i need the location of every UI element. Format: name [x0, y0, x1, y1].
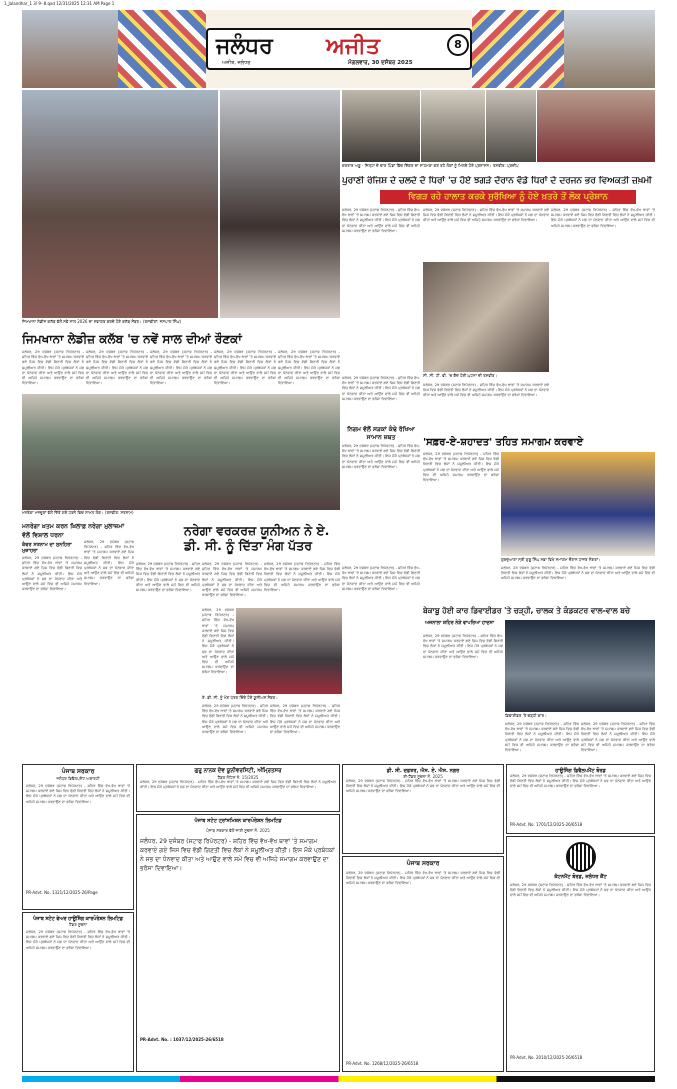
- ad-house-ref: PR-Advt. No. 1701/12/2025-26/6518: [510, 822, 583, 827]
- ad-tender-1: [22, 912, 134, 1072]
- headline-bekabu: ਬੇਕਾਬੂ ਹੋਈ ਕਾਰ ਡਿਵਾਈਡਰ 'ਤੇ ਚੜ੍ਹੀ, ਚਾਲਕ ਤੇ ਕੰਡਕਟਰ ਵਾਲ-ਵਾਲ ਬਚੇ: [423, 606, 630, 615]
- clash-col-2: ਜਲੰਧਰ, 29 ਦਸੰਬਰ (ਸਟਾਫ ਰਿਪੋਰਟਰ) - ਸ਼ਹਿਰ ਵਿੱਚ ਵੱਖ-ਵੱਖ ਥਾਵਾਂ 'ਤੇ ਸਮਾਗਮ ਕਰਵਾਏ ਗਏ ਜਿਸ ਵਿਚ ਵੱਡੀ ਗਿਣਤੀ ਵਿਚ ਲੋਕਾਂ ਨੇ ਸ਼ਮੂਲੀਅਤ ਕੀਤੀ। ਇਸ ਮੌਕੇ ਪ੍ਰਬੰਧਕਾਂ ਨੇ ਸਭ ਦਾ ਧੰਨਵਾਦ ਕੀਤਾ ਅਤੇ ਆਉਣ ਵਾਲੇ ਸਮੇਂ ਵਿਚ ਵੀ ਅਜਿਹੇ ਸਮਾਗਮ ਕਰਵਾਉਣ ਦਾ ਭਰੋਸਾ ਦਿਵਾਇਆ।: [423, 208, 549, 223]
- gymkhana-col-2: ਜਲੰਧਰ, 29 ਦਸੰਬਰ (ਸਟਾਫ ਰਿਪੋਰਟਰ) - ਸ਼ਹਿਰ ਵਿੱਚ ਵੱਖ-ਵੱਖ ਥਾਵਾਂ 'ਤੇ ਸਮਾਗਮ ਕਰਵਾਏ ਗਏ ਜਿਸ ਵਿਚ ਵੱਡੀ ਗਿਣਤੀ ਵਿਚ ਲੋਕਾਂ ਨੇ ਸ਼ਮੂਲੀਅਤ ਕੀਤੀ। ਇਸ ਮੌਕੇ ਪ੍ਰਬੰਧਕਾਂ ਨੇ ਸਭ ਦਾ ਧੰਨਵਾਦ ਕੀਤਾ ਅਤੇ ਆਉਣ ਵਾਲੇ ਸਮੇਂ ਵਿਚ ਵੀ ਅਜਿਹੇ ਸਮਾਗਮ ਕਰਵਾਉਣ ਦਾ ਭਰੋਸਾ ਦਿਵਾਇਆ।: [86, 350, 148, 386]
- ad-punjab-2-ref: PR-Advt. No. 1268/12/2025-26/6518: [346, 1061, 419, 1066]
- headline-clash-sub: ਵਿਗੜ ਰਹੇ ਹਾਲਾਤ ਕਰਕੇ ਸੁਰੱਖਿਆ ਨੂੰ ਹੋਏ ਖ਼ਤਰੇ ਤੋਂ ਲੋਕ ਪ੍ਰੇਸ਼ਾਨ: [380, 190, 636, 204]
- ad-punjab-1-ref: PR-Advt. No. 1321/12/2025-26/Page: [26, 890, 98, 895]
- ad-punjab-1-dept: ਜਲੰਧਰ ਡਿਵੈਲਪਮੈਂਟ ਅਥਾਰਟੀ: [56, 776, 100, 781]
- headline-clash: ਪੁਰਾਣੀ ਰੰਜਿਸ਼ ਦੇ ਚਲਦੇ ਦੋ ਧਿਰਾਂ 'ਚ ਹੋਏ ਝਗੜੇ ਦੌਰਾਨ ਵੱਡੇ ਧਿਰਾਂ ਦੇ ਦਰਜਨ ਭਰ ਵਿਅਕਤੀ ਜ਼ਖ਼ਮੀ: [342, 176, 652, 186]
- kantonment-logo-icon: [566, 842, 596, 872]
- clash-col-2b: ਜਲੰਧਰ, 29 ਦਸੰਬਰ (ਸਟਾਫ ਰਿਪੋਰਟਰ) - ਸ਼ਹਿਰ ਵਿੱਚ ਵੱਖ-ਵੱਖ ਥਾਵਾਂ 'ਤੇ ਸਮਾਗਮ ਕਰਵਾਏ ਗਏ ਜਿਸ ਵਿਚ ਵੱਡੀ ਗਿਣਤੀ ਵਿਚ ਲੋਕਾਂ ਨੇ ਸ਼ਮੂਲੀਅਤ ਕੀਤੀ। ਇਸ ਮੌਕੇ ਪ੍ਰਬੰਧਕਾਂ ਨੇ ਸਭ ਦਾ ਧੰਨਵਾਦ ਕੀਤਾ ਅਤੇ ਆਉਣ ਵਾਲੇ ਸਮੇਂ ਵਿਚ ਵੀ ਅਜਿਹੇ ਸਮਾਗਮ ਕਰਵਾਉਣ ਦਾ ਭਰੋਸਾ ਦਿਵਾਇਆ।: [423, 383, 549, 398]
- masthead-date: ਮੰਗਲਵਾਰ, 30 ਦਸੰਬਰ 2025: [348, 60, 413, 66]
- ad-punjab-2-title: ਪੰਜਾਬ ਸਰਕਾਰ: [406, 860, 440, 867]
- page-number: 8: [447, 34, 469, 56]
- narega-col-2b: ਜਲੰਧਰ, 29 ਦਸੰਬਰ (ਸਟਾਫ ਰਿਪੋਰਟਰ) - ਸ਼ਹਿਰ ਵਿੱਚ ਵੱਖ-ਵੱਖ ਥਾਵਾਂ 'ਤੇ ਸਮਾਗਮ ਕਰਵਾਏ ਗਏ ਜਿਸ ਵਿਚ ਵੱਡੀ ਗਿਣਤੀ ਵਿਚ ਲੋਕਾਂ ਨੇ ਸ਼ਮੂਲੀਅਤ ਕੀਤੀ। ਇਸ ਮੌਕੇ ਪ੍ਰਬੰਧਕਾਂ ਨੇ ਸਭ ਦਾ ਧੰਨਵਾਦ ਕੀਤਾ ਅਤੇ ਆਉਣ ਵਾਲੇ ਸਮੇਂ ਵਿਚ ਵੀ ਅਜਿਹੇ ਸਮਾਗਮ ਕਰਵਾਉਣ ਦਾ ਭਰੋਸਾ ਦਿਵਾਇਆ।: [202, 608, 234, 675]
- ad-dc: [342, 764, 504, 854]
- gymkhana-col-5: ਜਲੰਧਰ, 29 ਦਸੰਬਰ (ਸਟਾਫ ਰਿਪੋਰਟਰ) - ਸ਼ਹਿਰ ਵਿੱਚ ਵੱਖ-ਵੱਖ ਥਾਵਾਂ 'ਤੇ ਸਮਾਗਮ ਕਰਵਾਏ ਗਏ ਜਿਸ ਵਿਚ ਵੱਡੀ ਗਿਣਤੀ ਵਿਚ ਲੋਕਾਂ ਨੇ ਸ਼ਮੂਲੀਅਤ ਕੀਤੀ। ਇਸ ਮੌਕੇ ਪ੍ਰਬੰਧਕਾਂ ਨੇ ਸਭ ਦਾ ਧੰਨਵਾਦ ਕੀਤਾ ਅਤੇ ਆਉਣ ਵਾਲੇ ਸਮੇਂ ਵਿਚ ਵੀ ਅਜਿਹੇ ਸਮਾਗਮ ਕਰਵਾਉਣ ਦਾ ਭਰੋਸਾ ਦਿਵਾਇਆ।: [278, 350, 340, 386]
- gymkhana-photo-2: [220, 90, 340, 318]
- ad-kantonment-title: ਕੰਟਨਮੈਂਟ ਬੋਰਡ, ਜਲੰਧਰ ਕੈਂਟ: [554, 874, 607, 880]
- ad-punjab-1: [22, 764, 134, 910]
- narega-left-col-1: ਜਲੰਧਰ, 29 ਦਸੰਬਰ (ਸਟਾਫ ਰਿਪੋਰਟਰ) - ਸ਼ਹਿਰ ਵਿੱਚ ਵੱਖ-ਵੱਖ ਥਾਵਾਂ 'ਤੇ ਸਮਾਗਮ ਕਰਵਾਏ ਗਏ ਜਿਸ ਵਿਚ ਵੱਡੀ ਗਿਣਤੀ ਵਿਚ ਲੋਕਾਂ ਨੇ ਸ਼ਮੂਲੀਅਤ ਕੀਤੀ। ਇਸ ਮੌਕੇ ਪ੍ਰਬੰਧਕਾਂ ਨੇ ਸਭ ਦਾ ਧੰਨਵਾਦ ਕੀਤਾ ਅਤੇ ਆਉਣ ਵਾਲੇ ਸਮੇਂ ਵਿਚ ਵੀ ਅਜਿਹੇ ਸਮਾਗਮ ਕਰਵਾਉਣ ਦਾ ਭਰੋਸਾ ਦਿਵਾਇਆ।: [22, 556, 82, 592]
- gurdwara-event-photo: [501, 452, 655, 556]
- ad-punjab-2-body: ਜਲੰਧਰ, 29 ਦਸੰਬਰ (ਸਟਾਫ ਰਿਪੋਰਟਰ) - ਸ਼ਹਿਰ ਵਿੱਚ ਵੱਖ-ਵੱਖ ਥਾਵਾਂ 'ਤੇ ਸਮਾਗਮ ਕਰਵਾਏ ਗਏ ਜਿਸ ਵਿਚ ਵੱਡੀ ਗਿਣਤੀ ਵਿਚ ਲੋਕਾਂ ਨੇ ਸ਼ਮੂਲੀਅਤ ਕੀਤੀ। ਇਸ ਮੌਕੇ ਪ੍ਰਬੰਧਕਾਂ ਨੇ ਸਭ ਦਾ ਧੰਨਵਾਦ ਕੀਤਾ ਅਤੇ ਆਉਣ ਵਾਲੇ ਸਮੇਂ ਵਿਚ ਵੀ ਅਜਿਹੇ ਸਮਾਗਮ ਕਰਵਾਉਣ ਦਾ ਭਰੋਸਾ ਦਿਵਾਇਆ।: [346, 871, 500, 886]
- clash-col-1: ਜਲੰਧਰ, 29 ਦਸੰਬਰ (ਸਟਾਫ ਰਿਪੋਰਟਰ) - ਸ਼ਹਿਰ ਵਿੱਚ ਵੱਖ-ਵੱਖ ਥਾਵਾਂ 'ਤੇ ਸਮਾਗਮ ਕਰਵਾਏ ਗਏ ਜਿਸ ਵਿਚ ਵੱਡੀ ਗਿਣਤੀ ਵਿਚ ਲੋਕਾਂ ਨੇ ਸ਼ਮੂਲੀਅਤ ਕੀਤੀ। ਇਸ ਮੌਕੇ ਪ੍ਰਬੰਧਕਾਂ ਨੇ ਸਭ ਦਾ ਧੰਨਵਾਦ ਕੀਤਾ ਅਤੇ ਆਉਣ ਵਾਲੇ ਸਮੇਂ ਵਿਚ ਵੀ ਅਜਿਹੇ ਸਮਾਗਮ ਕਰਵਾਉਣ ਦਾ ਭਰੋਸਾ ਦਿਵਾਇਆ।: [342, 208, 420, 233]
- masthead-paper: ਜਲੰਧਰ: [216, 34, 273, 59]
- clash-col-3: ਜਲੰਧਰ, 29 ਦਸੰਬਰ (ਸਟਾਫ ਰਿਪੋਰਟਰ) - ਸ਼ਹਿਰ ਵਿੱਚ ਵੱਖ-ਵੱਖ ਥਾਵਾਂ 'ਤੇ ਸਮਾਗਮ ਕਰਵਾਏ ਗਏ ਜਿਸ ਵਿਚ ਵੱਡੀ ਗਿਣਤੀ ਵਿਚ ਲੋਕਾਂ ਨੇ ਸ਼ਮੂਲੀਅਤ ਕੀਤੀ। ਇਸ ਮੌਕੇ ਪ੍ਰਬੰਧਕਾਂ ਨੇ ਸਭ ਦਾ ਧੰਨਵਾਦ ਕੀਤਾ ਅਤੇ ਆਉਣ ਵਾਲੇ ਸਮੇਂ ਵਿਚ ਵੀ ਅਜਿਹੇ ਸਮਾਗਮ ਕਰਵਾਉਣ ਦਾ ਭਰੋਸਾ ਦਿਵਾਇਆ।: [551, 208, 655, 228]
- narega-col-2: ਜਲੰਧਰ, 29 ਦਸੰਬਰ (ਸਟਾਫ ਰਿਪੋਰਟਰ) - ਸ਼ਹਿਰ ਵਿੱਚ ਵੱਖ-ਵੱਖ ਥਾਵਾਂ 'ਤੇ ਸਮਾਗਮ ਕਰਵਾਏ ਗਏ ਜਿਸ ਵਿਚ ਵੱਡੀ ਗਿਣਤੀ ਵਿਚ ਲੋਕਾਂ ਨੇ ਸ਼ਮੂਲੀਅਤ ਕੀਤੀ। ਇਸ ਮੌਕੇ ਪ੍ਰਬੰਧਕਾਂ ਨੇ ਸਭ ਦਾ ਧੰਨਵਾਦ ਕੀਤਾ ਅਤੇ ਆਉਣ ਵਾਲੇ ਸਮੇਂ ਵਿਚ ਵੀ ਅਜਿਹੇ ਸਮਾਗਮ ਕਰਵਾਉਣ ਦਾ ਭਰੋਸਾ ਦਿਵਾਇਆ।: [202, 562, 262, 598]
- gymkhana-col-4: ਜਲੰਧਰ, 29 ਦਸੰਬਰ (ਸਟਾਫ ਰਿਪੋਰਟਰ) - ਸ਼ਹਿਰ ਵਿੱਚ ਵੱਖ-ਵੱਖ ਥਾਵਾਂ 'ਤੇ ਸਮਾਗਮ ਕਰਵਾਏ ਗਏ ਜਿਸ ਵਿਚ ਵੱਡੀ ਗਿਣਤੀ ਵਿਚ ਲੋਕਾਂ ਨੇ ਸ਼ਮੂਲੀਅਤ ਕੀਤੀ। ਇਸ ਮੌਕੇ ਪ੍ਰਬੰਧਕਾਂ ਨੇ ਸਭ ਦਾ ਧੰਨਵਾਦ ਕੀਤਾ ਅਤੇ ਆਉਣ ਵਾਲੇ ਸਮੇਂ ਵਿਚ ਵੀ ਅਜਿਹੇ ਸਮਾਗਮ ਕਰਵਾਉਣ ਦਾ ਭਰੋਸਾ ਦਿਵਾਇਆ।: [214, 350, 276, 386]
- ad-pspcl-body: ਜਲੰਧਰ, 29 ਦਸੰਬਰ (ਸਟਾਫ ਰਿਪੋਰਟਰ) - ਸ਼ਹਿਰ ਵਿੱਚ ਵੱਖ-ਵੱਖ ਥਾਵਾਂ 'ਤੇ ਸਮਾਗਮ ਕਰਵਾਏ ਗਏ ਜਿਸ ਵਿਚ ਵੱਡੀ ਗਿਣਤੀ ਵਿਚ ਲੋਕਾਂ ਨੇ ਸ਼ਮੂਲੀਅਤ ਕੀਤੀ। ਇਸ ਮੌਕੇ ਪ੍ਰਬੰਧਕਾਂ ਨੇ ਸਭ ਦਾ ਧੰਨਵਾਦ ਕੀਤਾ ਅਤੇ ਆਉਣ ਵਾਲੇ ਸਮੇਂ ਵਿਚ ਵੀ ਅਜਿਹੇ ਸਮਾਗਮ ਕਰਵਾਉਣ ਦਾ ਭਰੋਸਾ ਦਿਵਾਇਆ।: [140, 838, 335, 872]
- ad-punjab-1-body: ਜਲੰਧਰ, 29 ਦਸੰਬਰ (ਸਟਾਫ ਰਿਪੋਰਟਰ) - ਸ਼ਹਿਰ ਵਿੱਚ ਵੱਖ-ਵੱਖ ਥਾਵਾਂ 'ਤੇ ਸਮਾਗਮ ਕਰਵਾਏ ਗਏ ਜਿਸ ਵਿਚ ਵੱਡੀ ਗਿਣਤੀ ਵਿਚ ਲੋਕਾਂ ਨੇ ਸ਼ਮੂਲੀਅਤ ਕੀਤੀ। ਇਸ ਮੌਕੇ ਪ੍ਰਬੰਧਕਾਂ ਨੇ ਸਭ ਦਾ ਧੰਨਵਾਦ ਕੀਤਾ ਅਤੇ ਆਉਣ ਵਾਲੇ ਸਮੇਂ ਵਿਚ ਵੀ ਅਜਿਹੇ ਸਮਾਗਮ ਕਰਵਾਉਣ ਦਾ ਭਰੋਸਾ ਦਿਵਾਇਆ।: [26, 784, 130, 804]
- narega-col-5: ਜਲੰਧਰ, 29 ਦਸੰਬਰ (ਸਟਾਫ ਰਿਪੋਰਟਰ) - ਸ਼ਹਿਰ ਵਿੱਚ ਵੱਖ-ਵੱਖ ਥਾਵਾਂ 'ਤੇ ਸਮਾਗਮ ਕਰਵਾਏ ਗਏ ਜਿਸ ਵਿਚ ਵੱਡੀ ਗਿਣਤੀ ਵਿਚ ਲੋਕਾਂ ਨੇ ਸ਼ਮੂਲੀਅਤ ਕੀਤੀ। ਇਸ ਮੌਕੇ ਪ੍ਰਬੰਧਕਾਂ ਨੇ ਸਭ ਦਾ ਧੰਨਵਾਦ ਕੀਤਾ ਅਤੇ ਆਉਣ ਵਾਲੇ ਸਮੇਂ ਵਿਚ ਵੀ ਅਜਿਹੇ ਸਮਾਗਮ ਕਰਵਾਉਣ ਦਾ ਭਰੋਸਾ ਦਿਵਾਇਆ।: [270, 704, 340, 735]
- ad-tender-1-sub: ਟੈਂਡਰ ਸੂਚਨਾ: [69, 922, 87, 927]
- headline-narega-left: ਮਨਰੇਗਾ ਖ਼ਤਮ ਕਰਨ ਖ਼ਿਲਾਫ਼ ਨਰੇਗਾ ਮੁਲਾਜ਼ਮਾਂ ਵੱਲੋਂ ਵਿਸ਼ਾਲ ਧਰਨਾ: [22, 523, 125, 539]
- narega-col-3: ਜਲੰਧਰ, 29 ਦਸੰਬਰ (ਸਟਾਫ ਰਿਪੋਰਟਰ) - ਸ਼ਹਿਰ ਵਿੱਚ ਵੱਖ-ਵੱਖ ਥਾਵਾਂ 'ਤੇ ਸਮਾਗਮ ਕਰਵਾਏ ਗਏ ਜਿਸ ਵਿਚ ਵੱਡੀ ਗਿਣਤੀ ਵਿਚ ਲੋਕਾਂ ਨੇ ਸ਼ਮੂਲੀਅਤ ਕੀਤੀ। ਇਸ ਮੌਕੇ ਪ੍ਰਬੰਧਕਾਂ ਨੇ ਸਭ ਦਾ ਧੰਨਵਾਦ ਕੀਤਾ ਅਤੇ ਆਉਣ ਵਾਲੇ ਸਮੇਂ ਵਿਚ ਵੀ ਅਜਿਹੇ ਸਮਾਗਮ ਕਰਵਾਉਣ ਦਾ ਭਰੋਸਾ ਦਿਵਾਇਆ।: [264, 562, 340, 593]
- ad-pspcl-body-title: ਪੰਜਾਬ ਸਰਕਾਰ ਵੱਲੋਂ ਜਾਰੀ ਸੂਚਨਾ ਨੰ. 2025: [206, 828, 270, 833]
- cctv-photo: [423, 262, 549, 372]
- ad-kantonment-ref: PR-Advt. No. 2010/12/2025-26/6518: [510, 1055, 583, 1060]
- headline-nimran: ਨਿਗਮ ਵੱਲੋਂ ਸੜਕਾਂ ਕੰਢੇ ਰੱਖਿਆ ਸਾਮਾਨ ਜ਼ਬਤ: [347, 426, 415, 441]
- pattern-right: [472, 10, 564, 88]
- ad-guru: [136, 764, 340, 812]
- photo-official-2: [421, 90, 485, 162]
- ad-house: [506, 764, 655, 834]
- gymkhana-caption: ਜਿਮਖਾਨਾ ਲੇਡੀਜ਼ ਕਲੱਬ ਵੱਲੋਂ ਨਵੇਂ ਸਾਲ 2026 ਦਾ ਸਵਾਗਤ ਕਰਦੇ ਹੋਏ ਕਲੱਬ ਮੈਂਬਰ। (ਤਸਵੀਰਾਂ: ਜਸਪਾਲ ਸਿੰਘ): [22, 319, 340, 331]
- bus-photo: [505, 620, 655, 712]
- ad-dc-sub: ਈ-ਟੈਂਡਰ ਸੂਚਨਾ ਨੰ. 2025: [403, 774, 443, 779]
- clash-col-1b: ਜਲੰਧਰ, 29 ਦਸੰਬਰ (ਸਟਾਫ ਰਿਪੋਰਟਰ) - ਸ਼ਹਿਰ ਵਿੱਚ ਵੱਖ-ਵੱਖ ਥਾਵਾਂ 'ਤੇ ਸਮਾਗਮ ਕਰਵਾਏ ਗਏ ਜਿਸ ਵਿਚ ਵੱਡੀ ਗਿਣਤੀ ਵਿਚ ਲੋਕਾਂ ਨੇ ਸ਼ਮੂਲੀਅਤ ਕੀਤੀ। ਇਸ ਮੌਕੇ ਪ੍ਰਬੰਧਕਾਂ ਨੇ ਸਭ ਦਾ ਧੰਨਵਾਦ ਕੀਤਾ ਅਤੇ ਆਉਣ ਵਾਲੇ ਸਮੇਂ ਵਿਚ ਵੀ ਅਜਿਹੇ ਸਮਾਗਮ ਕਰਵਾਉਣ ਦਾ ਭਰੋਸਾ ਦਿਵਾਇਆ।: [342, 376, 420, 401]
- crowd-photo: [22, 394, 340, 510]
- safar-col-2: ਜਲੰਧਰ, 29 ਦਸੰਬਰ (ਸਟਾਫ ਰਿਪੋਰਟਰ) - ਸ਼ਹਿਰ ਵਿੱਚ ਵੱਖ-ਵੱਖ ਥਾਵਾਂ 'ਤੇ ਸਮਾਗਮ ਕਰਵਾਏ ਗਏ ਜਿਸ ਵਿਚ ਵੱਡੀ ਗਿਣਤੀ ਵਿਚ ਲੋਕਾਂ ਨੇ ਸ਼ਮੂਲੀਅਤ ਕੀਤੀ। ਇਸ ਮੌਕੇ ਪ੍ਰਬੰਧਕਾਂ ਨੇ ਸਭ ਦਾ ਧੰਨਵਾਦ ਕੀਤਾ ਅਤੇ ਆਉਣ ਵਾਲੇ ਸਮੇਂ ਵਿਚ ਵੀ ਅਜਿਹੇ ਸਮਾਗਮ ਕਰਵਾਉਣ ਦਾ ਭਰੋਸਾ ਦਿਵਾਇਆ।: [501, 566, 655, 581]
- memo-photo: [236, 608, 342, 694]
- gurdwara-photo: [564, 10, 655, 88]
- ad-guru-ref: ਟੈਂਡਰ ਨੋਟਿਸ ਨੰ. 15/2025: [217, 775, 259, 780]
- bekabu-col-3: ਜਲੰਧਰ, 29 ਦਸੰਬਰ (ਸਟਾਫ ਰਿਪੋਰਟਰ) - ਸ਼ਹਿਰ ਵਿੱਚ ਵੱਖ-ਵੱਖ ਥਾਵਾਂ 'ਤੇ ਸਮਾਗਮ ਕਰਵਾਏ ਗਏ ਜਿਸ ਵਿਚ ਵੱਡੀ ਗਿਣਤੀ ਵਿਚ ਲੋਕਾਂ ਨੇ ਸ਼ਮੂਲੀਅਤ ਕੀਤੀ। ਇਸ ਮੌਕੇ ਪ੍ਰਬੰਧਕਾਂ ਨੇ ਸਭ ਦਾ ਧੰਨਵਾਦ ਕੀਤਾ ਅਤੇ ਆਉਣ ਵਾਲੇ ਸਮੇਂ ਵਿਚ ਵੀ ਅਜਿਹੇ ਸਮਾਗਮ ਕਰਵਾਉਣ ਦਾ ਭਰੋਸਾ ਦਿਵਾਇਆ।: [581, 722, 655, 753]
- ad-tender-1-body: ਜਲੰਧਰ, 29 ਦਸੰਬਰ (ਸਟਾਫ ਰਿਪੋਰਟਰ) - ਸ਼ਹਿਰ ਵਿੱਚ ਵੱਖ-ਵੱਖ ਥਾਵਾਂ 'ਤੇ ਸਮਾਗਮ ਕਰਵਾਏ ਗਏ ਜਿਸ ਵਿਚ ਵੱਡੀ ਗਿਣਤੀ ਵਿਚ ਲੋਕਾਂ ਨੇ ਸ਼ਮੂਲੀਅਤ ਕੀਤੀ। ਇਸ ਮੌਕੇ ਪ੍ਰਬੰਧਕਾਂ ਨੇ ਸਭ ਦਾ ਧੰਨਵਾਦ ਕੀਤਾ ਅਤੇ ਆਉਣ ਵਾਲੇ ਸਮੇਂ ਵਿਚ ਵੀ ਅਜਿਹੇ ਸਮਾਗਮ ਕਰਵਾਉਣ ਦਾ ਭਰੋਸਾ ਦਿਵਾਇਆ।: [26, 930, 130, 950]
- safar-col-1: ਜਲੰਧਰ, 29 ਦਸੰਬਰ (ਸਟਾਫ ਰਿਪੋਰਟਰ) - ਸ਼ਹਿਰ ਵਿੱਚ ਵੱਖ-ਵੱਖ ਥਾਵਾਂ 'ਤੇ ਸਮਾਗਮ ਕਰਵਾਏ ਗਏ ਜਿਸ ਵਿਚ ਵੱਡੀ ਗਿਣਤੀ ਵਿਚ ਲੋਕਾਂ ਨੇ ਸ਼ਮੂਲੀਅਤ ਕੀਤੀ। ਇਸ ਮੌਕੇ ਪ੍ਰਬੰਧਕਾਂ ਨੇ ਸਭ ਦਾ ਧੰਨਵਾਦ ਕੀਤਾ ਅਤੇ ਆਉਣ ਵਾਲੇ ਸਮੇਂ ਵਿਚ ਵੀ ਅਜਿਹੇ ਸਮਾਗਮ ਕਰਵਾਉਣ ਦਾ ਭਰੋਸਾ ਦਿਵਾਇਆ।: [423, 452, 499, 483]
- color-registration-bar: [22, 1076, 655, 1082]
- ad-pspcl: [136, 814, 340, 1072]
- officials-caption: ਕਰਤਾਰ ਅਬੂ - ਜਿਲ੍ਹਾ ਦੇ ਚਾਰ ਪਿੰਡਾਂ ਵਿੱਚ ਦਿੱਕਤ ਦਾ ਸਾਹਮਣਾ ਕਰ ਰਹੇ ਲੋਕਾਂ ਨੂੰ ਮਿਲਦੇ ਹੋਏ ਪ੍ਰਸ਼ਾਸਨ। ਤਸਵੀਰ: ਪ੍ਰਦੀਪ: [342, 163, 655, 174]
- ad-dc-body: ਜਲੰਧਰ, 29 ਦਸੰਬਰ (ਸਟਾਫ ਰਿਪੋਰਟਰ) - ਸ਼ਹਿਰ ਵਿੱਚ ਵੱਖ-ਵੱਖ ਥਾਵਾਂ 'ਤੇ ਸਮਾਗਮ ਕਰਵਾਏ ਗਏ ਜਿਸ ਵਿਚ ਵੱਡੀ ਗਿਣਤੀ ਵਿਚ ਲੋਕਾਂ ਨੇ ਸ਼ਮੂਲੀਅਤ ਕੀਤੀ। ਇਸ ਮੌਕੇ ਪ੍ਰਬੰਧਕਾਂ ਨੇ ਸਭ ਦਾ ਧੰਨਵਾਦ ਕੀਤਾ ਅਤੇ ਆਉਣ ਵਾਲੇ ਸਮੇਂ ਵਿਚ ਵੀ ਅਜਿਹੇ ਸਮਾਗਮ ਕਰਵਾਉਣ ਦਾ ਭਰੋਸਾ ਦਿਵਾਇਆ।: [346, 779, 500, 794]
- ad-tender-1-title: ਪੰਜਾਬ ਸਟੇਟ ਵੇਅਰ ਹਾਊਸਿੰਗ ਕਾਰਪੋਰੇਸ਼ਨ ਲਿਮਟਿਡ: [33, 917, 123, 922]
- gurdwara-caption: ਗੁਰਦੁਆਰਾ ਸ੍ਰੀ ਗੁਰੂ ਸਿੰਘ ਸਭਾ ਵਿਖੇ ਸਮਾਗਮ ਦੌਰਾਨ ਹਾਜ਼ਰ ਸੰਗਤਾਂ।: [501, 557, 655, 565]
- masthead-name: ਅਜੀਤ: [326, 34, 380, 59]
- narega-col-6: ਜਲੰਧਰ, 29 ਦਸੰਬਰ (ਸਟਾਫ ਰਿਪੋਰਟਰ) - ਸ਼ਹਿਰ ਵਿੱਚ ਵੱਖ-ਵੱਖ ਥਾਵਾਂ 'ਤੇ ਸਮਾਗਮ ਕਰਵਾਏ ਗਏ ਜਿਸ ਵਿਚ ਵੱਡੀ ਗਿਣਤੀ ਵਿਚ ਲੋਕਾਂ ਨੇ ਸ਼ਮੂਲੀਅਤ ਕੀਤੀ। ਇਸ ਮੌਕੇ ਪ੍ਰਬੰਧਕਾਂ ਨੇ ਸਭ ਦਾ ਧੰਨਵਾਦ ਕੀਤਾ ਅਤੇ ਆਉਣ ਵਾਲੇ ਸਮੇਂ ਵਿਚ ਵੀ ਅਜਿਹੇ ਸਮਾਗਮ ਕਰਵਾਉਣ ਦਾ ਭਰੋਸਾ ਦਿਵਾਇਆ।: [342, 566, 420, 591]
- gymkhana-col-3: ਜਲੰਧਰ, 29 ਦਸੰਬਰ (ਸਟਾਫ ਰਿਪੋਰਟਰ) - ਸ਼ਹਿਰ ਵਿੱਚ ਵੱਖ-ਵੱਖ ਥਾਵਾਂ 'ਤੇ ਸਮਾਗਮ ਕਰਵਾਏ ਗਏ ਜਿਸ ਵਿਚ ਵੱਡੀ ਗਿਣਤੀ ਵਿਚ ਲੋਕਾਂ ਨੇ ਸ਼ਮੂਲੀਅਤ ਕੀਤੀ। ਇਸ ਮੌਕੇ ਪ੍ਰਬੰਧਕਾਂ ਨੇ ਸਭ ਦਾ ਧੰਨਵਾਦ ਕੀਤਾ ਅਤੇ ਆਉਣ ਵਾਲੇ ਸਮੇਂ ਵਿਚ ਵੀ ਅਜਿਹੇ ਸਮਾਗਮ ਕਰਵਾਉਣ ਦਾ ਭਰੋਸਾ ਦਿਵਾਇਆ।: [150, 350, 212, 386]
- crowd-caption: ਮਨਰੇਗਾ ਮਜ਼ਦੂਰਾਂ ਵੱਲੋਂ ਦਿੱਤੇ ਗਏ ਧਰਨੇ ਵਿਚ ਸ਼ਾਮਲ ਲੋਕ। (ਤਸਵੀਰ: ਸਤਨਾਮ): [22, 510, 340, 518]
- photo-official-1: [342, 90, 420, 162]
- ad-guru-body: ਜਲੰਧਰ, 29 ਦਸੰਬਰ (ਸਟਾਫ ਰਿਪੋਰਟਰ) - ਸ਼ਹਿਰ ਵਿੱਚ ਵੱਖ-ਵੱਖ ਥਾਵਾਂ 'ਤੇ ਸਮਾਗਮ ਕਰਵਾਏ ਗਏ ਜਿਸ ਵਿਚ ਵੱਡੀ ਗਿਣਤੀ ਵਿਚ ਲੋਕਾਂ ਨੇ ਸ਼ਮੂਲੀਅਤ ਕੀਤੀ। ਇਸ ਮੌਕੇ ਪ੍ਰਬੰਧਕਾਂ ਨੇ ਸਭ ਦਾ ਧੰਨਵਾਦ ਕੀਤਾ ਅਤੇ ਆਉਣ ਵਾਲੇ ਸਮੇਂ ਵਿਚ ਵੀ ਅਜਿਹੇ ਸਮਾਗਮ ਕਰਵਾਉਣ ਦਾ ਭਰੋਸਾ ਦਿਵਾਇਆ।: [140, 780, 336, 790]
- ad-kantonment: [506, 836, 655, 1072]
- ad-punjab-1-title: ਪੰਜਾਬ ਸਰਕਾਰ: [61, 768, 95, 775]
- ad-pspcl-ref: PR-Advt. No. : 1037/12/2025-26/6518: [140, 1037, 224, 1042]
- bus-caption: ਡਿਵਾਈਡਰ 'ਤੇ ਚੜ੍ਹੀ ਕਾਰ।: [505, 713, 655, 721]
- narega-left-col-2: ਜਲੰਧਰ, 29 ਦਸੰਬਰ (ਸਟਾਫ ਰਿਪੋਰਟਰ) - ਸ਼ਹਿਰ ਵਿੱਚ ਵੱਖ-ਵੱਖ ਥਾਵਾਂ 'ਤੇ ਸਮਾਗਮ ਕਰਵਾਏ ਗਏ ਜਿਸ ਵਿਚ ਵੱਡੀ ਗਿਣਤੀ ਵਿਚ ਲੋਕਾਂ ਨੇ ਸ਼ਮੂਲੀਅਤ ਕੀਤੀ। ਇਸ ਮੌਕੇ ਪ੍ਰਬੰਧਕਾਂ ਨੇ ਸਭ ਦਾ ਧੰਨਵਾਦ ਕੀਤਾ ਅਤੇ ਆਉਣ ਵਾਲੇ ਸਮੇਂ ਵਿਚ ਵੀ ਅਜਿਹੇ ਸਮਾਗਮ ਕਰਵਾਉਣ ਦਾ ਭਰੋਸਾ ਦਿਵਾਇਆ।: [84, 540, 134, 586]
- ad-house-title: ਹਾਊਸਿੰਗ ਡਿਵੈਲਪਮੈਂਟ ਬੋਰਡ: [555, 768, 606, 774]
- byline-narega-left: ਕੰਵਰ ਸਤਨਾਮ ਦਾ ਸੁਨਹਿਰਾ ਮੁਜ਼ਾਹਰਾ: [22, 542, 72, 554]
- cctv-caption: ਸੀ. ਸੀ. ਟੀ. ਵੀ. 'ਚ ਕੈਦ ਹੋਈ ਘਟਨਾ ਦੀ ਤਸਵੀਰ।: [423, 373, 549, 381]
- bekabu-col-2: ਜਲੰਧਰ, 29 ਦਸੰਬਰ (ਸਟਾਫ ਰਿਪੋਰਟਰ) - ਸ਼ਹਿਰ ਵਿੱਚ ਵੱਖ-ਵੱਖ ਥਾਵਾਂ 'ਤੇ ਸਮਾਗਮ ਕਰਵਾਏ ਗਏ ਜਿਸ ਵਿਚ ਵੱਡੀ ਗਿਣਤੀ ਵਿਚ ਲੋਕਾਂ ਨੇ ਸ਼ਮੂਲੀਅਤ ਕੀਤੀ। ਇਸ ਮੌਕੇ ਪ੍ਰਬੰਧਕਾਂ ਨੇ ਸਭ ਦਾ ਧੰਨਵਾਦ ਕੀਤਾ ਅਤੇ ਆਉਣ ਵਾਲੇ ਸਮੇਂ ਵਿਚ ਵੀ ਅਜਿਹੇ ਸਮਾਗਮ ਕਰਵਾਉਣ ਦਾ ਭਰੋਸਾ ਦਿਵਾਇਆ।: [505, 722, 579, 753]
- byline-bekabu: ਅਜਨਾਲਾ ਸ਼ਹਿਰ ਨੇੜੇ ਵਾਪਰਿਆ ਹਾਦਸਾ: [425, 621, 494, 626]
- bekabu-col-1: ਜਲੰਧਰ, 29 ਦਸੰਬਰ (ਸਟਾਫ ਰਿਪੋਰਟਰ) - ਸ਼ਹਿਰ ਵਿੱਚ ਵੱਖ-ਵੱਖ ਥਾਵਾਂ 'ਤੇ ਸਮਾਗਮ ਕਰਵਾਏ ਗਏ ਜਿਸ ਵਿਚ ਵੱਡੀ ਗਿਣਤੀ ਵਿਚ ਲੋਕਾਂ ਨੇ ਸ਼ਮੂਲੀਅਤ ਕੀਤੀ। ਇਸ ਮੌਕੇ ਪ੍ਰਬੰਧਕਾਂ ਨੇ ਸਭ ਦਾ ਧੰਨਵਾਦ ਕੀਤਾ ਅਤੇ ਆਉਣ ਵਾਲੇ ਸਮੇਂ ਵਿਚ ਵੀ ਅਜਿਹੇ ਸਮਾਗਮ ਕਰਵਾਉਣ ਦਾ ਭਰੋਸਾ ਦਿਵਾਇਆ।: [423, 634, 503, 659]
- photo-official-4: [537, 90, 655, 162]
- ad-pspcl-title: ਪੰਜਾਬ ਸਟੇਟ ਟ੍ਰਾਂਸਮਿਸ਼ਨ ਕਾਰਪੋਰੇਸ਼ਨ ਲਿਮਟਿਡ: [194, 818, 282, 824]
- masthead-subtitle: ਅਜੀਤ, ਜਲੰਧਰ: [222, 60, 251, 66]
- masthead-box: [206, 28, 472, 70]
- photo-official-3: [486, 90, 536, 162]
- gymkhana-col-1: ਜਲੰਧਰ, 29 ਦਸੰਬਰ (ਸਟਾਫ ਰਿਪੋਰਟਰ) - ਸ਼ਹਿਰ ਵਿੱਚ ਵੱਖ-ਵੱਖ ਥਾਵਾਂ 'ਤੇ ਸਮਾਗਮ ਕਰਵਾਏ ਗਏ ਜਿਸ ਵਿਚ ਵੱਡੀ ਗਿਣਤੀ ਵਿਚ ਲੋਕਾਂ ਨੇ ਸ਼ਮੂਲੀਅਤ ਕੀਤੀ। ਇਸ ਮੌਕੇ ਪ੍ਰਬੰਧਕਾਂ ਨੇ ਸਭ ਦਾ ਧੰਨਵਾਦ ਕੀਤਾ ਅਤੇ ਆਉਣ ਵਾਲੇ ਸਮੇਂ ਵਿਚ ਵੀ ਅਜਿਹੇ ਸਮਾਗਮ ਕਰਵਾਉਣ ਦਾ ਭਰੋਸਾ ਦਿਵਾਇਆ।: [22, 350, 84, 386]
- pattern-left: [118, 10, 206, 88]
- ad-punjab-2: [342, 856, 504, 1072]
- narega-col-4: ਜਲੰਧਰ, 29 ਦਸੰਬਰ (ਸਟਾਫ ਰਿਪੋਰਟਰ) - ਸ਼ਹਿਰ ਵਿੱਚ ਵੱਖ-ਵੱਖ ਥਾਵਾਂ 'ਤੇ ਸਮਾਗਮ ਕਰਵਾਏ ਗਏ ਜਿਸ ਵਿਚ ਵੱਡੀ ਗਿਣਤੀ ਵਿਚ ਲੋਕਾਂ ਨੇ ਸ਼ਮੂਲੀਅਤ ਕੀਤੀ। ਇਸ ਮੌਕੇ ਪ੍ਰਬੰਧਕਾਂ ਨੇ ਸਭ ਦਾ ਧੰਨਵਾਦ ਕੀਤਾ ਅਤੇ ਆਉਣ ਵਾਲੇ ਸਮੇਂ ਵਿਚ ਵੀ ਅਜਿਹੇ ਸਮਾਗਮ ਕਰਵਾਉਣ ਦਾ ਭਰੋਸਾ ਦਿਵਾਇਆ।: [202, 704, 268, 735]
- gymkhana-photo-1: [22, 90, 218, 318]
- memo-caption: ਏ. ਡੀ. ਸੀ. ਨੂੰ ਮੰਗ ਪੱਤਰ ਦਿੰਦੇ ਹੋਏ ਯੂਨੀਅਨ ਮੈਂਬਰ।: [202, 695, 342, 703]
- headline-narega: ਨਰੇਗਾ ਵਰਕਰਜ਼ ਯੂਨੀਅਨ ਨੇ ਏ. ਡੀ. ਸੀ. ਨੂੰ ਦਿੱਤਾ ਮੰਗ ਪੱਤਰ: [184, 523, 330, 553]
- ad-kantonment-body: ਜਲੰਧਰ, 29 ਦਸੰਬਰ (ਸਟਾਫ ਰਿਪੋਰਟਰ) - ਸ਼ਹਿਰ ਵਿੱਚ ਵੱਖ-ਵੱਖ ਥਾਵਾਂ 'ਤੇ ਸਮਾਗਮ ਕਰਵਾਏ ਗਏ ਜਿਸ ਵਿਚ ਵੱਡੀ ਗਿਣਤੀ ਵਿਚ ਲੋਕਾਂ ਨੇ ਸ਼ਮੂਲੀਅਤ ਕੀਤੀ। ਇਸ ਮੌਕੇ ਪ੍ਰਬੰਧਕਾਂ ਨੇ ਸਭ ਦਾ ਧੰਨਵਾਦ ਕੀਤਾ ਅਤੇ ਆਉਣ ਵਾਲੇ ਸਮੇਂ ਵਿਚ ਵੀ ਅਜਿਹੇ ਸਮਾਗਮ ਕਰਵਾਉਣ ਦਾ ਭਰੋਸਾ ਦਿਵਾਇਆ।: [510, 883, 651, 898]
- ad-house-body: ਜਲੰਧਰ, 29 ਦਸੰਬਰ (ਸਟਾਫ ਰਿਪੋਰਟਰ) - ਸ਼ਹਿਰ ਵਿੱਚ ਵੱਖ-ਵੱਖ ਥਾਵਾਂ 'ਤੇ ਸਮਾਗਮ ਕਰਵਾਏ ਗਏ ਜਿਸ ਵਿਚ ਵੱਡੀ ਗਿਣਤੀ ਵਿਚ ਲੋਕਾਂ ਨੇ ਸ਼ਮੂਲੀਅਤ ਕੀਤੀ। ਇਸ ਮੌਕੇ ਪ੍ਰਬੰਧਕਾਂ ਨੇ ਸਭ ਦਾ ਧੰਨਵਾਦ ਕੀਤਾ ਅਤੇ ਆਉਣ ਵਾਲੇ ਸਮੇਂ ਵਿਚ ਵੀ ਅਜਿਹੇ ਸਮਾਗਮ ਕਰਵਾਉਣ ਦਾ ਭਰੋਸਾ ਦਿਵਾਇਆ।: [510, 774, 651, 789]
- masthead-band: [22, 10, 655, 88]
- narega-col-1: ਜਲੰਧਰ, 29 ਦਸੰਬਰ (ਸਟਾਫ ਰਿਪੋਰਟਰ) - ਸ਼ਹਿਰ ਵਿੱਚ ਵੱਖ-ਵੱਖ ਥਾਵਾਂ 'ਤੇ ਸਮਾਗਮ ਕਰਵਾਏ ਗਏ ਜਿਸ ਵਿਚ ਵੱਡੀ ਗਿਣਤੀ ਵਿਚ ਲੋਕਾਂ ਨੇ ਸ਼ਮੂਲੀਅਤ ਕੀਤੀ। ਇਸ ਮੌਕੇ ਪ੍ਰਬੰਧਕਾਂ ਨੇ ਸਭ ਦਾ ਧੰਨਵਾਦ ਕੀਤਾ ਅਤੇ ਆਉਣ ਵਾਲੇ ਸਮੇਂ ਵਿਚ ਵੀ ਅਜਿਹੇ ਸਮਾਗਮ ਕਰਵਾਉਣ ਦਾ ਭਰੋਸਾ ਦਿਵਾਇਆ।: [136, 562, 200, 593]
- headline-gymkhana: ਜਿਮਖਾਨਾ ਲੇਡੀਜ਼ ਕਲੱਬ 'ਚ ਨਵੇਂ ਸਾਲ ਦੀਆਂ ਰੌਣਕਾਂ: [22, 332, 242, 346]
- nimran-col-1: ਜਲੰਧਰ, 29 ਦਸੰਬਰ (ਸਟਾਫ ਰਿਪੋਰਟਰ) - ਸ਼ਹਿਰ ਵਿੱਚ ਵੱਖ-ਵੱਖ ਥਾਵਾਂ 'ਤੇ ਸਮਾਗਮ ਕਰਵਾਏ ਗਏ ਜਿਸ ਵਿਚ ਵੱਡੀ ਗਿਣਤੀ ਵਿਚ ਲੋਕਾਂ ਨੇ ਸ਼ਮੂਲੀਅਤ ਕੀਤੀ। ਇਸ ਮੌਕੇ ਪ੍ਰਬੰਧਕਾਂ ਨੇ ਸਭ ਦਾ ਧੰਨਵਾਦ ਕੀਤਾ ਅਤੇ ਆਉਣ ਵਾਲੇ ਸਮੇਂ ਵਿਚ ਵੀ ਅਜਿਹੇ ਸਮਾਗਮ ਕਰਵਾਉਣ ਦਾ ਭਰੋਸਾ ਦਿਵਾਇਆ।: [342, 444, 420, 469]
- building-photo: [22, 10, 118, 88]
- headline-safar: 'ਸਫ਼ਰ-ਏ-ਸ਼ਹਾਦਤ' ਤਹਿਤ ਸਮਾਗਮ ਕਰਵਾਏ: [423, 437, 584, 448]
- print-slug: 1_Jalandhar_1 3/ 9- 8.qxd 12/31/2025 12:31 AM Page 1: [4, 1, 115, 6]
- ad-guru-title: ਗੁਰੂ ਨਾਨਕ ਦੇਵ ਯੂਨੀਵਰਸਿਟੀ, ਅੰਮ੍ਰਿਤਸਰ: [194, 768, 282, 774]
- ad-dc-title: ਡੀ. ਸੀ. ਦਫ਼ਤਰ, ਐਸ. ਏ. ਐਸ. ਨਗਰ: [386, 768, 460, 774]
